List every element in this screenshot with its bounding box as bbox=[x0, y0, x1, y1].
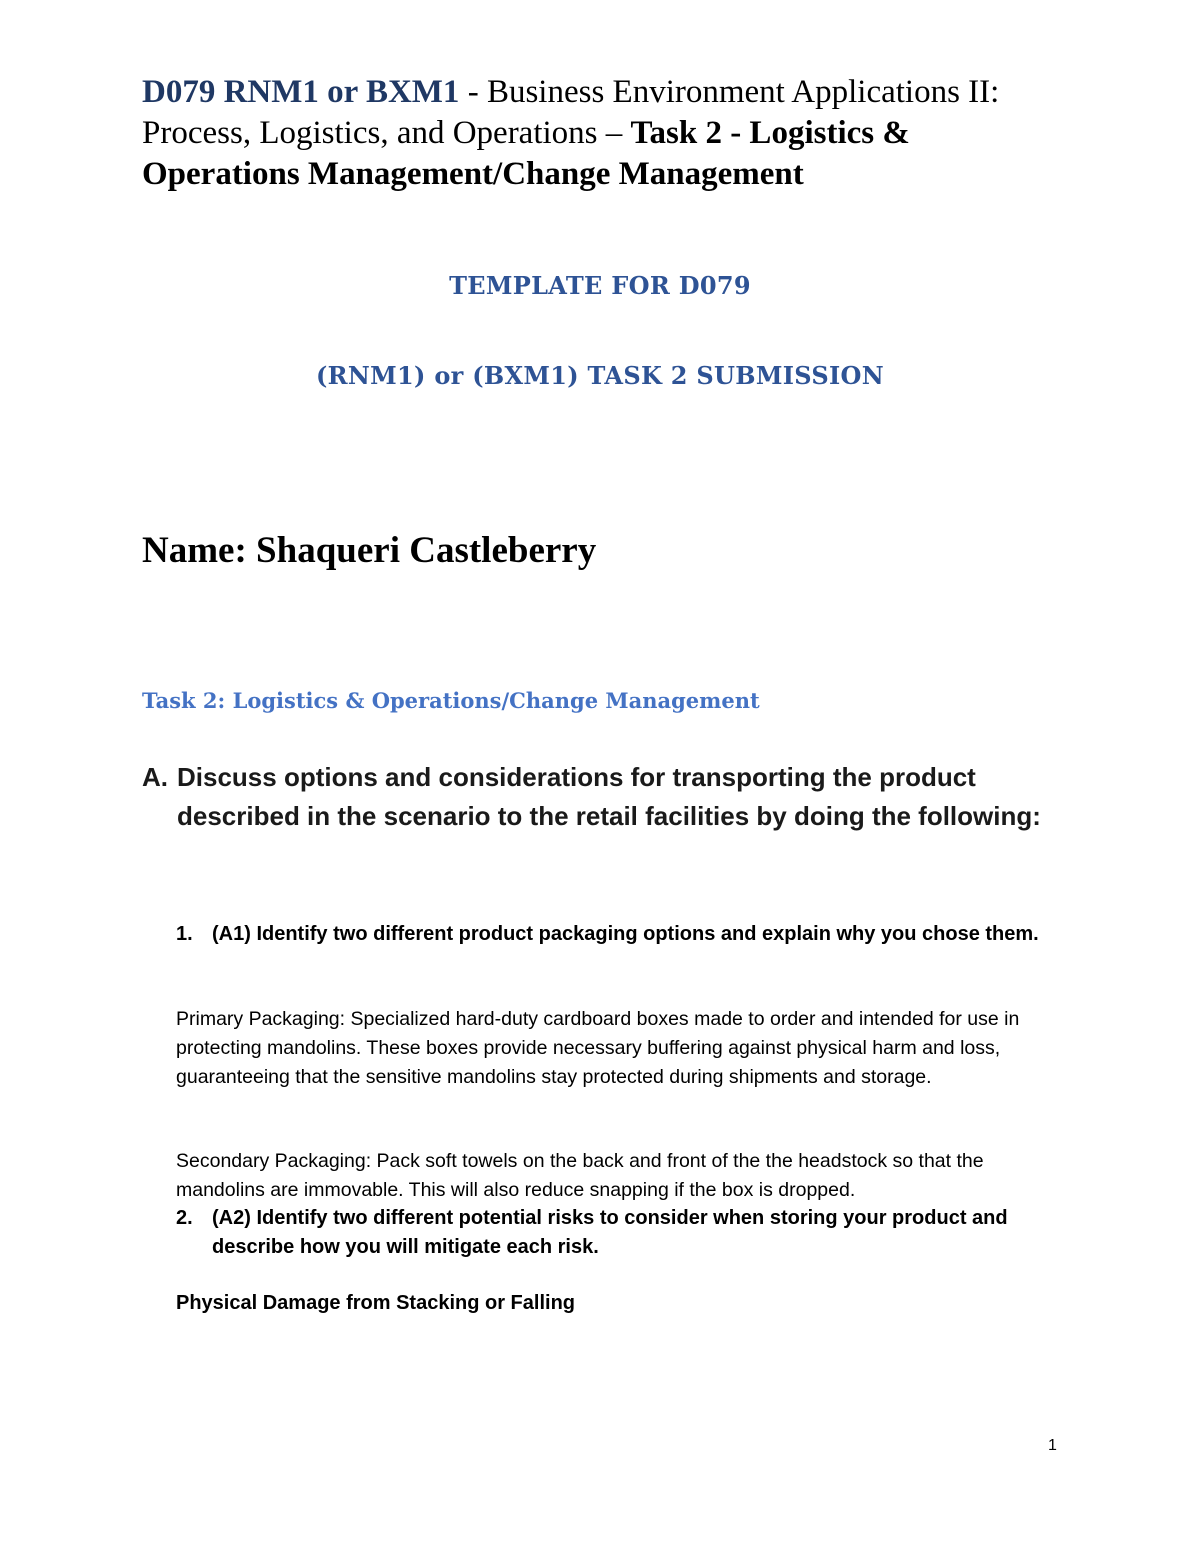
list-item-number: 1. bbox=[176, 923, 193, 945]
list-item-text: (A2) Identify two different potential risks to consider when storing your product and describe how you will mitigate each risk. bbox=[212, 1207, 1008, 1258]
section-a-marker: A. bbox=[142, 762, 168, 792]
page-number: 1 bbox=[1048, 1437, 1057, 1454]
primary-packaging-paragraph: Primary Packaging: Specialized hard-duty cardboard boxes made to order and intended for use in protecting mandolins. These boxes provide necessary buffering against physical harm and loss, guaranteeing that the sensitive mandolins stay protected during shipments and storage. bbox=[176, 1008, 1020, 1088]
risk-heading: Physical Damage from Stacking or Falling bbox=[176, 1292, 576, 1314]
task-title: Task 2 - Logistics & Operations Management/Change Management bbox=[142, 115, 910, 192]
document-title bbox=[142, 72, 1042, 195]
course-name: Business Environment Applications II: Process, Logistics, and Operations bbox=[142, 74, 1000, 151]
submission-heading: (RNM1) or (BXM1) TASK 2 SUBMISSION bbox=[316, 361, 884, 390]
section-a bbox=[142, 758, 1042, 836]
template-heading: TEMPLATE FOR D079 bbox=[449, 271, 751, 300]
task-heading: Task 2: Logistics & Operations/Change Management bbox=[142, 688, 760, 713]
list-item-text: (A1) Identify two different product packaging options and explain why you chose them. bbox=[212, 923, 1039, 945]
student-name: Name: Shaqueri Castleberry bbox=[142, 530, 597, 571]
title-separator: - bbox=[459, 74, 487, 110]
title-separator: – bbox=[597, 115, 631, 151]
course-code: D079 RNM1 or BXM1 bbox=[142, 74, 460, 110]
list-item-a1 bbox=[176, 920, 1056, 949]
section-a-text: Discuss options and considerations for transporting the product described in the scenario to the retail facilities by doing the following: bbox=[177, 762, 1041, 831]
list-item-a2 bbox=[176, 1204, 1056, 1262]
list-item-number: 2. bbox=[176, 1207, 193, 1229]
secondary-packaging-paragraph: Secondary Packaging: Pack soft towels on the back and front of the the headstock so that the mandolins are immovable. This will also reduce snapping if the box is dropped. bbox=[176, 1150, 984, 1201]
